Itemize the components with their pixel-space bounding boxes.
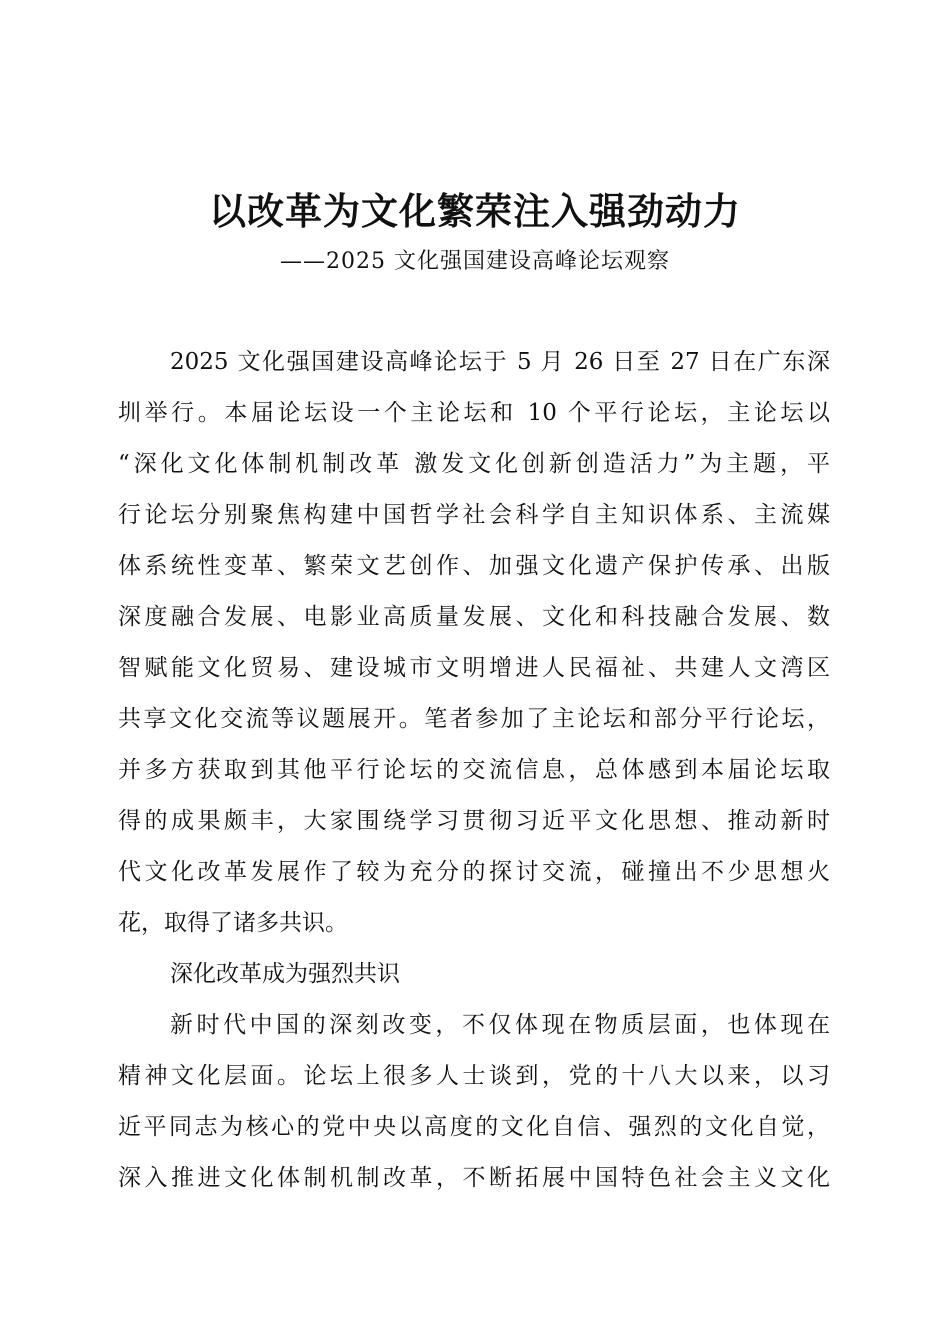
paragraph-line: 新时代中国的深刻改变，不仅体现在物质层面，也体现在 — [170, 1012, 830, 1038]
paragraph-line: 圳举行。本届论坛设一个主论坛和 10 个平行论坛，主论坛以 — [118, 400, 830, 426]
paragraph-line: 花，取得了诸多共识。 — [118, 910, 348, 936]
article-title: 以改革为文化繁荣注入强劲动力 — [209, 190, 741, 233]
paragraph-line: 体系统性变革、繁荣文艺创作、加强文化遗产保护传承、出版 — [118, 553, 830, 579]
paragraph-line: 近平同志为核心的党中央以高度的文化自信、强烈的文化自觉， — [118, 1114, 830, 1140]
article-body — [118, 340, 830, 1207]
paragraph-line: “深化文化体制机制改革 激发文化创新创造活力”为主题，平 — [118, 451, 830, 477]
paragraph-line: 智赋能文化贸易、建设城市文明增进人民福祉、共建人文湾区 — [118, 655, 830, 681]
paragraph-line: 深入推进文化体制机制改革，不断拓展中国特色社会主义文化 — [118, 1165, 830, 1191]
section-heading: 深化改革成为强烈共识 — [170, 961, 400, 987]
paragraph-line: 代文化改革发展作了较为充分的探讨交流，碰撞出不少思想火 — [118, 859, 830, 885]
paragraph-line: 精神文化层面。论坛上很多人士谈到，党的十八大以来，以习 — [118, 1063, 830, 1089]
article-subtitle: ——2025 文化强国建设高峰论坛观察 — [280, 249, 670, 274]
paragraph-line: 深度融合发展、电影业高质量发展、文化和科技融合发展、数 — [118, 604, 830, 630]
paragraph-line: 行论坛分别聚焦构建中国哲学社会科学自主知识体系、主流媒 — [118, 502, 830, 528]
paragraph-line: 得的成果颇丰，大家围绕学习贯彻习近平文化思想、推动新时 — [118, 808, 830, 834]
paragraph-line: 并多方获取到其他平行论坛的交流信息，总体感到本届论坛取 — [118, 757, 830, 783]
paragraph-line: 2025 文化强国建设高峰论坛于 5 月 26 日至 27 日在广东深 — [170, 349, 830, 375]
paragraph-line: 共享文化交流等议题展开。笔者参加了主论坛和部分平行论坛， — [118, 706, 830, 732]
